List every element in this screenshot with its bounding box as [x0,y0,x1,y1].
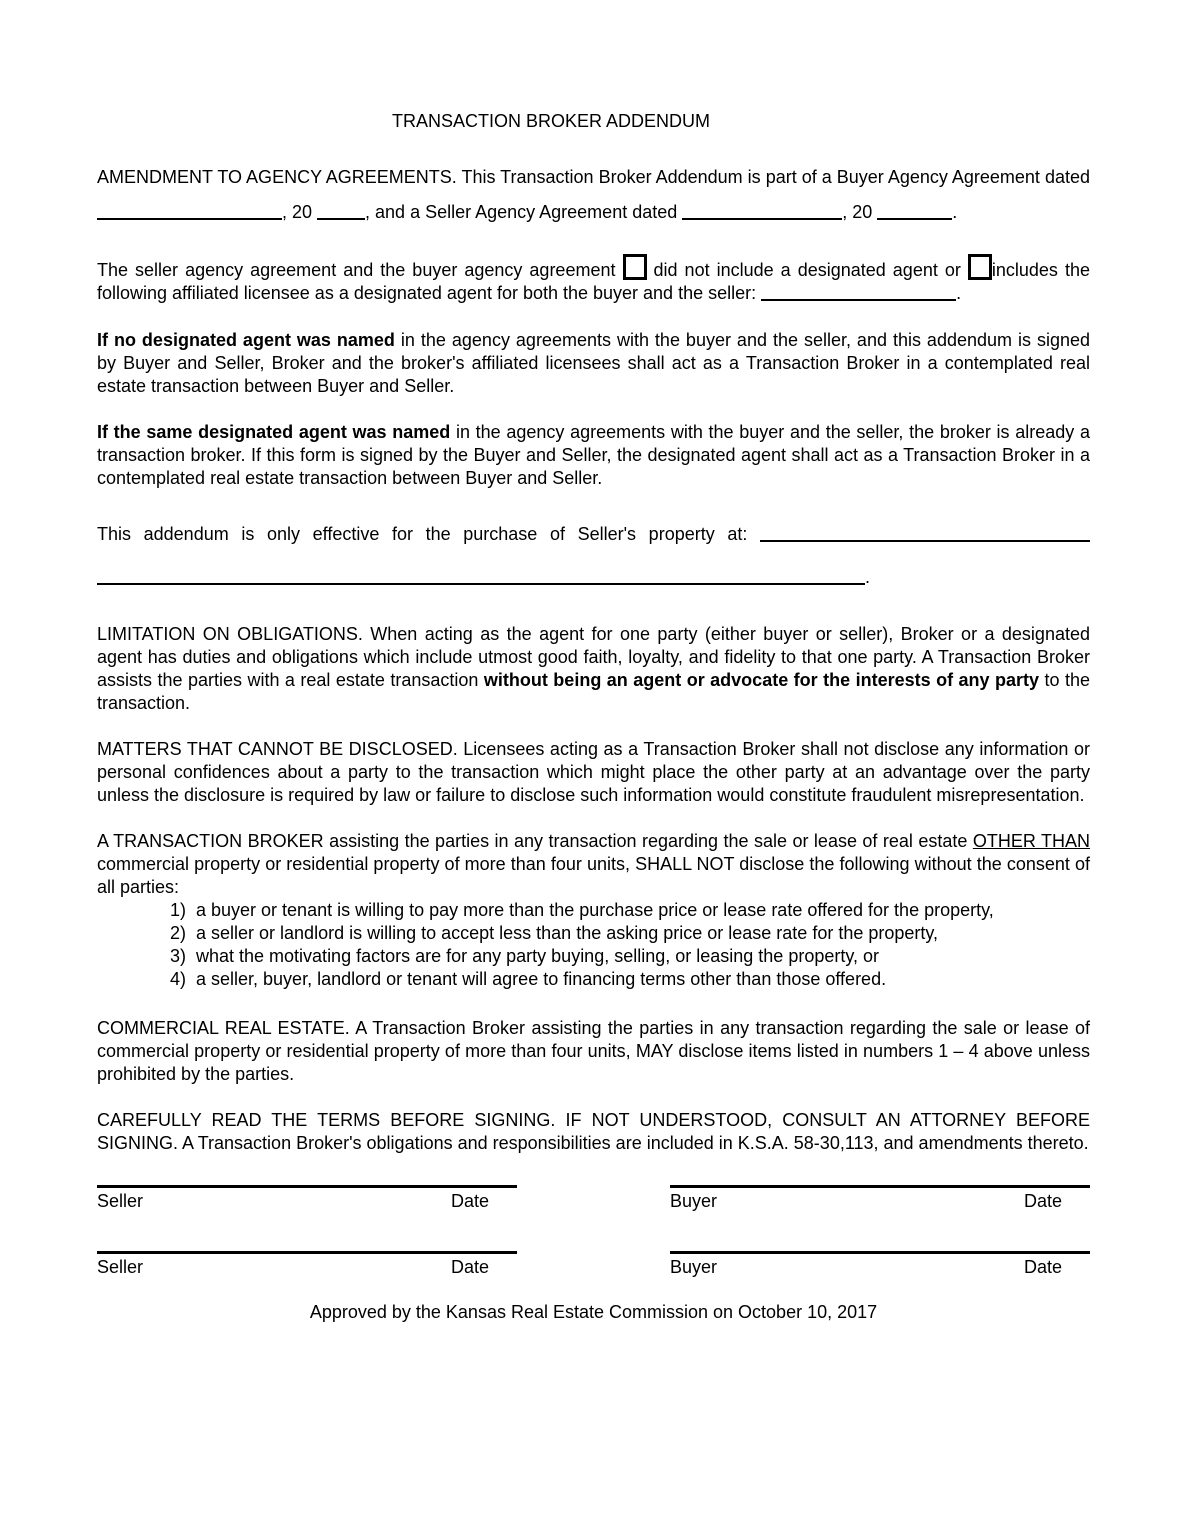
did-not-include-agent-checkbox[interactable] [623,254,647,280]
property-address-blank-line2[interactable] [97,571,865,585]
no-designated-agent-text: in the agency agreements with the buyer and the seller, and this addendum is signed by Buyer and Seller, Broker and the broker's affiliated licensees shall act as a Transaction Broker in a contemplated real estate transaction between Buyer and Seller. [97,330,1090,396]
buyer-signature-block-2 [670,1251,1090,1279]
no-designated-agent-bold: If no designated agent was named [97,330,395,350]
commercial-paragraph: COMMERCIAL REAL ESTATE. A Transaction Broker assisting the parties in any transaction regarding the sale or lease of commercial property or residential property of more than four units, MAY disclose items listed in numbers 1 – 4 above unless prohibited by the parties. [97,1018,1090,1084]
carefully-read-paragraph: CAREFULLY READ THE TERMS BEFORE SIGNING. IF NOT UNDERSTOOD, CONSULT AN ATTORNEY BEFORE SIGNING. A Transaction Broker's obligations and responsibilities are included in K.S.A. 58-30,113, and amendments thereto. [97,1110,1090,1153]
seller-signature-labels-2 [97,1254,517,1279]
buyer-agreement-date-blank[interactable] [97,206,282,220]
designation-text-4: . [956,283,962,303]
seller-label: Seller [97,1257,144,1277]
list-item-text: what the motivating factors are for any party buying, selling, or leasing the property, or [196,946,880,966]
amendment-text-3: , and a Seller Agency Agreement dated [365,202,683,222]
document-title: TRANSACTION BROKER ADDENDUM [391,111,711,131]
signature-row-1 [97,1185,1090,1213]
disclosure-text-2: commercial property or residential property of more than four units, SHALL NOT disclose the following without the consent of all parties: [97,854,1090,897]
list-item [170,968,1090,991]
approval-footer: Approved by the Kansas Real Estate Commission on October 10, 2017 [309,1302,878,1322]
date-label: Date [1023,1191,1062,1211]
list-item [170,945,1090,968]
same-designated-agent-bold: If the same designated agent was named [97,422,451,442]
disclosure-text-1: A TRANSACTION BROKER assisting the parties in any transaction regarding the sale or lease of real estate [97,831,973,851]
signature-row-2 [97,1251,1090,1279]
includes-agent-checkbox[interactable] [968,254,992,280]
matters-paragraph: MATTERS THAT CANNOT BE DISCLOSED. Licensees acting as a Transaction Broker shall not disclose any information or personal confidences about a party to the transaction which might place the other party at an advantage over the party unless the disclosure is required by law or failure to disclose such information would constitute fraudulent misrepresentation. [97,739,1090,805]
effective-text-1: This addendum is only effective for the purchase of Seller's property at: [97,524,760,544]
buyer-signature-block-1 [670,1185,1090,1213]
disclosure-underlined: OTHER THAN [972,831,1090,851]
amendment-text-4: , 20 [842,202,878,222]
buyer-label: Buyer [670,1257,718,1277]
disclosure-paragraph [97,830,1090,899]
designation-text-2: did not include a designated agent or [646,260,968,280]
limitation-text-1: LIMITATION ON OBLIGATIONS. When acting as the agent for one party (either buyer or seller), Broker or a designated agent has duties and obligations which include utmost good faith, loyalty, and fidelity to that one party. A Transaction Broker assists the parties with a real estate transaction [97,624,1090,690]
designation-paragraph [97,254,1090,305]
list-item [170,899,1090,922]
date-label: Date [450,1191,489,1211]
list-item-number: 1) [170,900,187,920]
seller-label: Seller [97,1191,144,1211]
seller-signature-labels-1 [97,1188,517,1213]
list-item-text: a seller, buyer, landlord or tenant will agree to financing terms other than those offered. [196,969,887,989]
limitation-paragraph [97,623,1090,715]
same-designated-agent-paragraph [97,421,1090,490]
list-item-number: 4) [170,969,187,989]
list-item [170,922,1090,945]
buyer-signature-labels-2 [670,1254,1090,1279]
date-label: Date [450,1257,489,1277]
buyer-label: Buyer [670,1191,718,1211]
buyer-agreement-year-blank[interactable] [317,206,365,220]
list-item-text: a seller or landlord is willing to accept less than the asking price or lease rate for the property, [196,923,939,943]
seller-signature-block-2 [97,1251,517,1279]
effective-text-2: . [865,567,871,587]
date-label: Date [1023,1257,1062,1277]
amendment-text-2: , 20 [282,202,318,222]
disclosure-list [97,899,1090,991]
no-designated-agent-paragraph [97,329,1090,398]
limitation-bold: without being an agent or advocate for the interests of any party [483,670,1040,690]
seller-agreement-year-blank[interactable] [877,206,952,220]
list-item-number: 2) [170,923,187,943]
property-address-blank-line1[interactable] [760,528,1090,542]
designation-text-1: The seller agency agreement and the buyer agency agreement [97,260,623,280]
signature-section [97,1185,1090,1279]
effective-property-paragraph [97,513,1090,599]
seller-signature-block-1 [97,1185,517,1213]
designation-text-3: includes the following affiliated licensee as a designated agent for both the buyer and the seller: [97,260,1090,303]
amendment-text-5: . [952,202,958,222]
amendment-text-1: AMENDMENT TO AGENCY AGREEMENTS. This Transaction Broker Addendum is part of a Buyer Agency Agreement dated [97,167,1090,187]
limitation-text-2: to the transaction. [97,670,1090,713]
list-item-text: a buyer or tenant is willing to pay more than the purchase price or lease rate offered for the property, [196,900,994,920]
amendment-paragraph [97,160,1090,230]
designated-licensee-name-blank[interactable] [761,287,956,301]
buyer-signature-labels-1 [670,1188,1090,1213]
same-designated-agent-text: in the agency agreements with the buyer and the seller, the broker is already a transaction broker. If this form is signed by the Buyer and Seller, the designated agent shall act as a Transaction Broker in a contemplated real estate transaction between Buyer and Seller. [97,422,1090,488]
seller-agreement-date-blank[interactable] [682,206,842,220]
list-item-number: 3) [170,946,187,966]
